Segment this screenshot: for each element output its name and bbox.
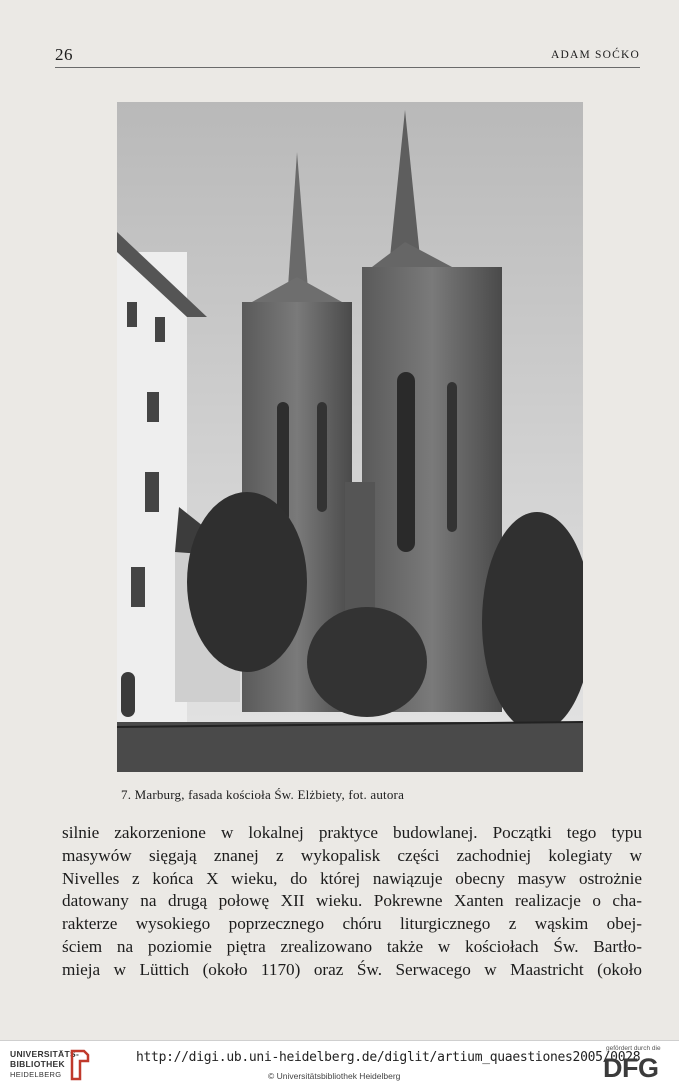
- cathedral-photo: [117, 102, 583, 772]
- sponsor-note: gefördert durch die: [606, 1045, 661, 1052]
- body-line: rakterze wysokiego poprzecznego chóru liturgicznego z wąskim obej-: [62, 914, 642, 934]
- library-line-2: BIBLIOTHEK: [10, 1059, 65, 1069]
- library-line-3: HEIDELBERG: [10, 1070, 62, 1079]
- body-line: silnie zakorzenione w lokalnej praktyce budowlanej. Początki tego typu: [62, 823, 642, 842]
- body-line: Nivelles z końca X wieku, do której nawiązuje obecny masyw ostrożnie: [62, 868, 642, 888]
- running-head: [55, 45, 640, 68]
- source-url-link[interactable]: http://digi.ub.uni-heidelberg.de/diglit/artium_quaestiones2005/0028: [136, 1050, 641, 1065]
- body-line: ściem na poziomie piętra zrealizowano także w kościołach Św. Bartło-: [62, 936, 642, 956]
- body-line: datowany na drugą połowę XII wieku. Pokrewne Xanten realizacje o cha-: [62, 891, 642, 911]
- library-line-1: UNIVERSITÄTS-: [10, 1049, 80, 1059]
- digitization-footer: [0, 1040, 679, 1089]
- body-line: masywów sięgają znanej z wykopalisk części zachodniej kolegiaty w: [62, 845, 642, 865]
- body-text: [62, 822, 642, 982]
- running-head-author: ADAM SOĆKO: [551, 49, 640, 61]
- page-number: 26: [55, 45, 73, 64]
- figure-caption: 7. Marburg, fasada kościoła Św. Elżbiety, fot. autora: [121, 787, 405, 802]
- copyright-notice: © Universitätsbibliothek Heidelberg: [268, 1071, 401, 1081]
- dfg-logo: DFG: [603, 1053, 659, 1083]
- body-line: mieja w Lüttich (około 1170) oraz Św. Serwacego w Maastricht (około: [62, 959, 642, 979]
- library-logo-icon: [68, 1047, 92, 1081]
